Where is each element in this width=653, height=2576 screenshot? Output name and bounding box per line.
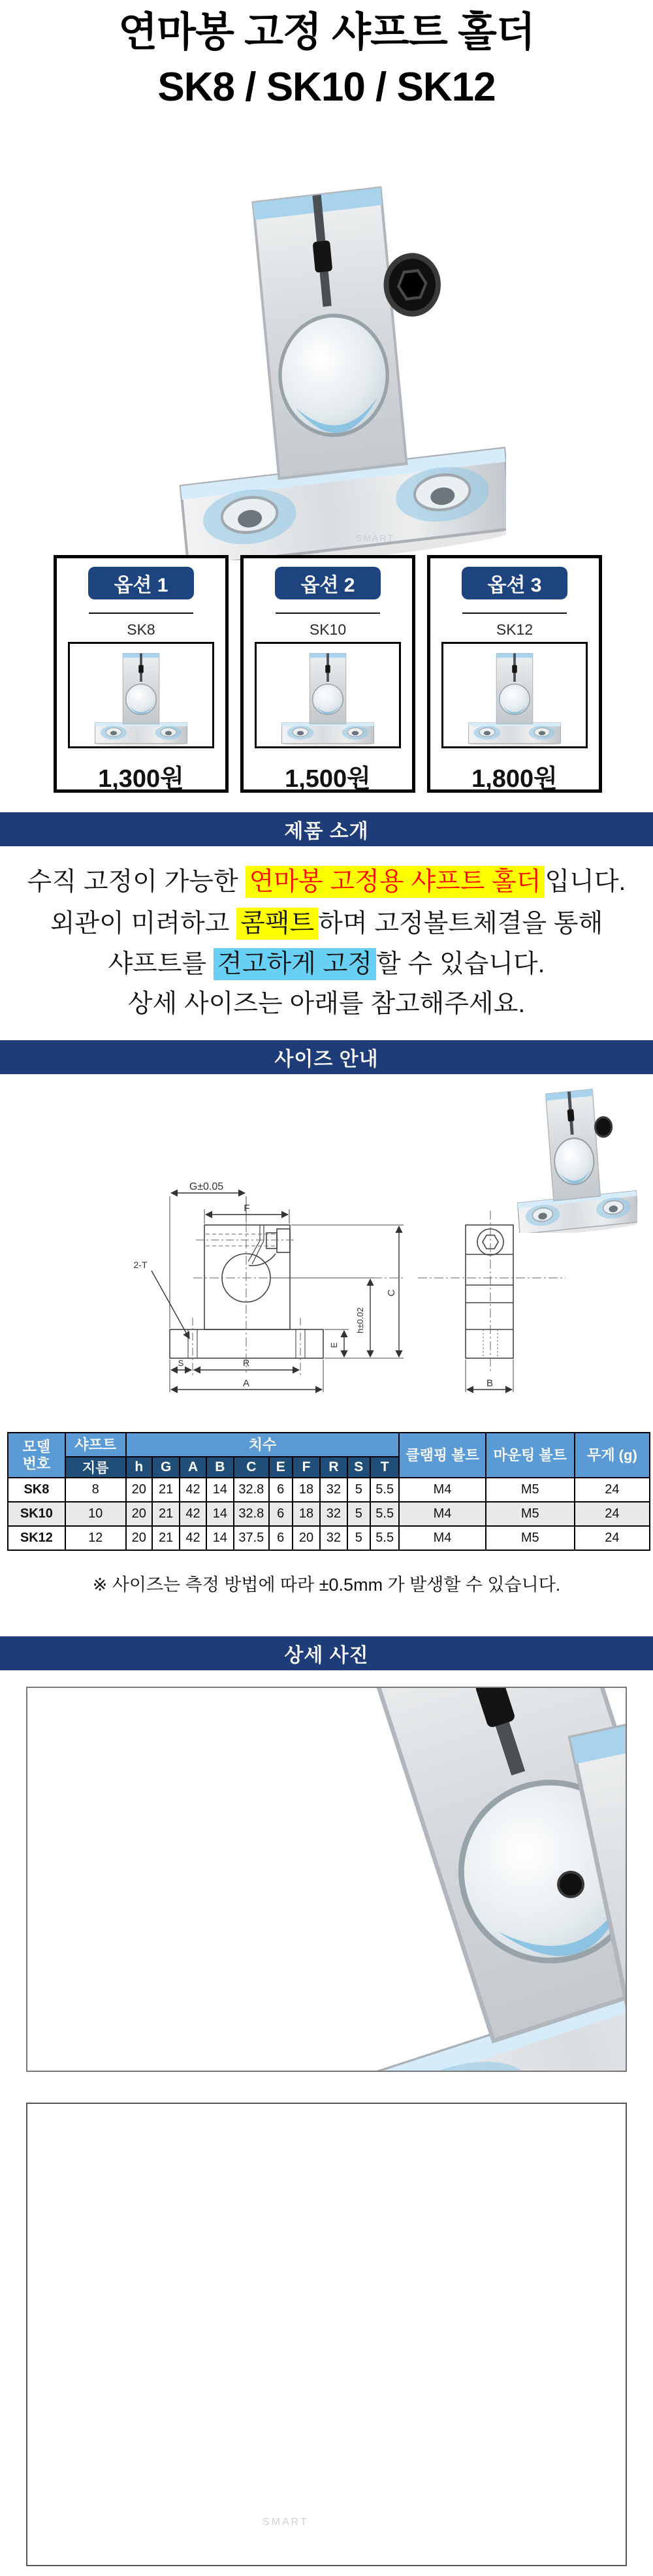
- detail-photo-1: [26, 1687, 627, 2072]
- shaft-holder-thumb-icon: [263, 648, 393, 746]
- option-3-model: SK12: [496, 621, 534, 638]
- cell-dim: 42: [180, 1478, 206, 1502]
- cell-dim: 5: [347, 1478, 370, 1502]
- cell-weight: 24: [575, 1526, 650, 1550]
- col-header-h: h: [126, 1457, 152, 1478]
- dim-label-s: S: [178, 1358, 184, 1368]
- cell-mount-bolt: M5: [486, 1526, 575, 1550]
- dimension-drawing-svg: [0, 1077, 653, 1430]
- cell-dim: 32: [320, 1502, 347, 1526]
- divider: [276, 612, 380, 614]
- col-header-G: G: [152, 1457, 180, 1478]
- cell-dim: 42: [180, 1502, 206, 1526]
- col-header-R: R: [320, 1457, 347, 1478]
- hero-product-photo: [160, 175, 506, 560]
- col-header-weight: 무게 (g): [575, 1433, 650, 1478]
- cell-dim: 6: [269, 1526, 293, 1550]
- intro-line-2-pre: 외관이 미려하고: [50, 910, 237, 938]
- side-socket-bolt-icon: [384, 253, 441, 316]
- intro-line-2: [0, 908, 653, 940]
- cell-dim: 5.5: [370, 1502, 400, 1526]
- cell-dim: 14: [206, 1478, 234, 1502]
- option-3-thumbnail: [441, 642, 588, 748]
- cell-dim: 20: [126, 1526, 152, 1550]
- cell-dim: 37.5: [234, 1526, 268, 1550]
- col-header-B: B: [206, 1457, 234, 1478]
- size-table: [7, 1432, 650, 1551]
- section-banner-intro: 제품 소개: [0, 812, 653, 846]
- dim-label-2t: 2-T: [133, 1260, 148, 1270]
- cell-mount-bolt: M5: [486, 1478, 575, 1502]
- intro-line-1-post: 입니다.: [545, 868, 626, 896]
- cell-dim: 5: [347, 1526, 370, 1550]
- cell-model: SK10: [8, 1502, 65, 1526]
- option-3-badge: 옵션 3: [462, 567, 567, 599]
- option-2-price: 1,500원: [285, 765, 371, 793]
- cell-dim: 20: [126, 1502, 152, 1526]
- cell-dim: 18: [293, 1478, 320, 1502]
- col-header-shaft: 샤프트: [65, 1433, 126, 1457]
- dim-label-f: F: [244, 1203, 250, 1214]
- dim-label-a: A: [242, 1378, 250, 1389]
- col-header-mount-bolt: 마운팅 볼트: [486, 1433, 575, 1478]
- photo-watermark: SMART: [356, 533, 394, 543]
- intro-line-1: [0, 866, 653, 898]
- dim-label-e: E: [329, 1342, 339, 1348]
- cell-model: SK8: [8, 1478, 65, 1502]
- intro-line-3-post: 할 수 있습니다.: [375, 950, 545, 978]
- cell-diameter: 12: [65, 1526, 126, 1550]
- col-header-E: E: [269, 1457, 293, 1478]
- three-holders-photo: [27, 1688, 626, 2071]
- cell-dim: 5.5: [370, 1526, 400, 1550]
- option-card-2: [240, 555, 415, 793]
- cell-mount-bolt: M5: [486, 1502, 575, 1526]
- option-card-1: [54, 555, 229, 793]
- col-header-model-l1: 모델: [22, 1438, 51, 1455]
- table-row-sk12: [8, 1526, 650, 1550]
- dim-label-b: B: [486, 1378, 494, 1389]
- shaft-holder-thumb-icon: [449, 648, 580, 746]
- shaft-holder-thumb-icon: [76, 648, 206, 746]
- cell-dim: 14: [206, 1502, 234, 1526]
- section-banner-size: 사이즈 안내: [0, 1040, 653, 1074]
- page-title-line2: SK8 / SK10 / SK12: [157, 65, 496, 110]
- col-header-T: T: [370, 1457, 400, 1478]
- single-holder-photo: [27, 2104, 626, 2565]
- intro-line-4: 상세 사이즈는 아래를 참고해주세요.: [127, 990, 526, 1018]
- cell-dim: 32.8: [234, 1478, 268, 1502]
- col-header-diameter: 지름: [65, 1457, 126, 1478]
- cell-dim: 5.5: [370, 1478, 400, 1502]
- cell-dim: 20: [126, 1478, 152, 1502]
- cell-dim: 32: [320, 1478, 347, 1502]
- detail-photo-2: [26, 2103, 627, 2566]
- cell-model: SK12: [8, 1526, 65, 1550]
- dim-label-r: R: [242, 1358, 250, 1368]
- cell-weight: 24: [575, 1502, 650, 1526]
- col-header-S: S: [347, 1457, 370, 1478]
- size-table-wrap: [7, 1432, 650, 1551]
- intro-line-3: [0, 948, 653, 981]
- col-header-clamp-bolt: 클램핑 볼트: [399, 1433, 485, 1478]
- cell-diameter: 10: [65, 1502, 126, 1526]
- option-1-price: 1,300원: [98, 765, 184, 793]
- option-2-model: SK10: [309, 621, 347, 638]
- table-row-sk8: [8, 1478, 650, 1502]
- intro-line-3-pre: 샤프트를: [108, 950, 214, 978]
- cell-dim: 6: [269, 1478, 293, 1502]
- cell-diameter: 8: [65, 1478, 126, 1502]
- cell-dim: 21: [152, 1526, 180, 1550]
- intro-line-1-pre: 수직 고정이 가능한: [27, 868, 246, 896]
- cell-dim: 5: [347, 1502, 370, 1526]
- cell-dim: 21: [152, 1502, 180, 1526]
- cell-clamp-bolt: M4: [399, 1502, 485, 1526]
- cell-dim: 6: [269, 1502, 293, 1526]
- section-banner-photos: 상세 사진: [0, 1636, 653, 1670]
- photo-watermark: SMART: [263, 2517, 309, 2528]
- cell-clamp-bolt: M4: [399, 1526, 485, 1550]
- cell-dim: 20: [293, 1526, 320, 1550]
- intro-line-2-post: 하며 고정볼트체결을 통해: [318, 910, 603, 938]
- intro-line-3-highlight: 견고하게 고정: [214, 948, 376, 980]
- cell-dim: 32.8: [234, 1502, 268, 1526]
- divider: [89, 612, 193, 614]
- intro-line-1-highlight: 연마봉 고정용 샤프트 홀더: [246, 866, 545, 898]
- tolerance-note: ※ 사이즈는 측정 방법에 따라 ±0.5mm 가 발생할 수 있습니다.: [92, 1575, 561, 1595]
- option-1-thumbnail: [68, 642, 214, 748]
- option-1-badge: 옵션 1: [88, 567, 194, 599]
- col-header-model: [8, 1433, 65, 1478]
- cell-dim: 32: [320, 1526, 347, 1550]
- page-title-line1: 연마봉 고정 샤프트 홀더: [118, 10, 535, 55]
- option-2-thumbnail: [255, 642, 401, 748]
- option-card-3: [427, 555, 602, 793]
- option-3-price: 1,800원: [471, 765, 558, 793]
- intro-line-2-highlight: 콤팩트: [236, 908, 318, 940]
- dim-label-c: C: [386, 1289, 397, 1297]
- col-header-C: C: [234, 1457, 268, 1478]
- option-2-badge: 옵션 2: [275, 567, 381, 599]
- col-header-model-l2: 번호: [22, 1455, 51, 1472]
- col-header-dims: 치수: [126, 1433, 400, 1457]
- dim-label-h: h±0.02: [355, 1307, 365, 1333]
- cell-dim: 21: [152, 1478, 180, 1502]
- col-header-A: A: [180, 1457, 206, 1478]
- cell-dim: 42: [180, 1526, 206, 1550]
- cell-dim: 18: [293, 1502, 320, 1526]
- cell-weight: 24: [575, 1478, 650, 1502]
- technical-drawing: [0, 1077, 653, 1430]
- col-header-F: F: [293, 1457, 320, 1478]
- shaft-holder-illustration: [160, 175, 506, 560]
- dim-label-g: G±0.05: [189, 1181, 224, 1192]
- cell-clamp-bolt: M4: [399, 1478, 485, 1502]
- divider: [462, 612, 567, 614]
- cell-dim: 14: [206, 1526, 234, 1550]
- table-row-sk10: [8, 1502, 650, 1526]
- option-1-model: SK8: [127, 621, 155, 638]
